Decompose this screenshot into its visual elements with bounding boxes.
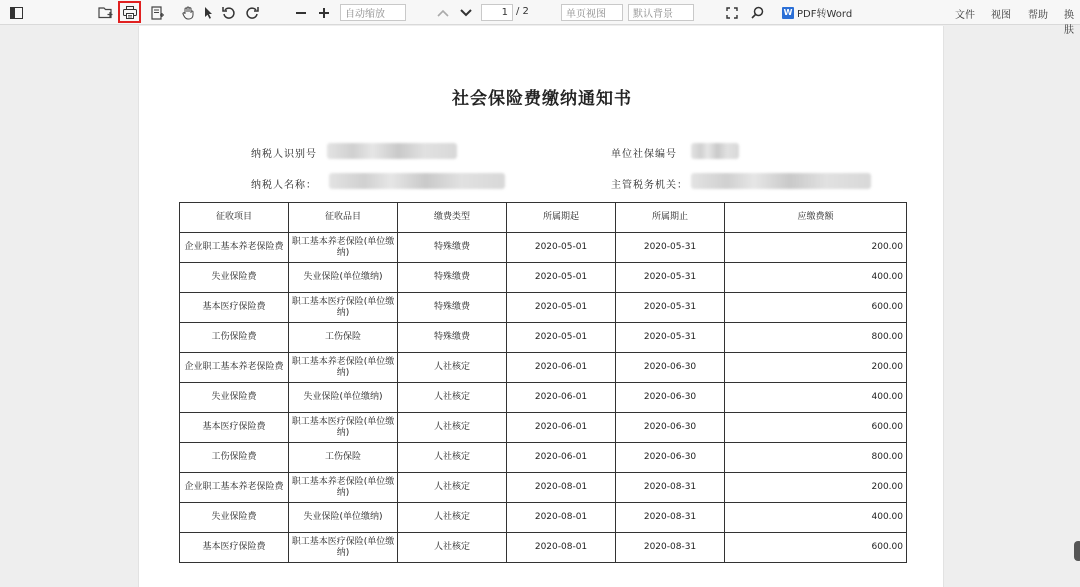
header-period-end: 所属期止 [616, 203, 725, 233]
cell-payment-type: 人社核定 [398, 353, 507, 383]
cell-item: 企业职工基本养老保险费 [180, 353, 289, 383]
cell-subitem: 工伤保险 [289, 323, 398, 353]
menu-file[interactable]: 文件 [955, 10, 975, 21]
menu-skin[interactable]: 换肤 [1064, 10, 1074, 36]
table-row [180, 413, 907, 443]
employer-ss-no-redacted [691, 143, 739, 159]
cell-amount: 200.00 [725, 233, 907, 263]
cell-period-start: 2020-06-01 [507, 443, 616, 473]
tax-authority-redacted [691, 173, 871, 189]
table-row [180, 443, 907, 473]
cell-period-start: 2020-08-01 [507, 503, 616, 533]
rotate-right-icon[interactable] [245, 3, 260, 22]
view-mode-select[interactable] [561, 4, 623, 21]
cell-period-start: 2020-05-01 [507, 293, 616, 323]
cell-period-end: 2020-05-31 [616, 293, 725, 323]
cell-period-start: 2020-05-01 [507, 233, 616, 263]
table-header-row [180, 203, 907, 233]
cell-period-start: 2020-06-01 [507, 383, 616, 413]
cell-item: 工伤保险费 [180, 323, 289, 353]
cell-period-end: 2020-08-31 [616, 533, 725, 563]
cell-subitem: 职工基本养老保险(单位缴纳) [289, 233, 398, 263]
table-row [180, 383, 907, 413]
header-item: 征收项目 [180, 203, 289, 233]
cell-amount: 800.00 [725, 323, 907, 353]
header-period-start: 所属期起 [507, 203, 616, 233]
taxpayer-name-label: 纳税人名称： [251, 180, 317, 191]
cell-period-start: 2020-05-01 [507, 323, 616, 353]
cell-subitem: 失业保险(单位缴纳) [289, 383, 398, 413]
cell-amount: 200.00 [725, 353, 907, 383]
cell-subitem: 职工基本医疗保险(单位缴纳) [289, 533, 398, 563]
word-icon: W [783, 8, 793, 17]
previous-page-icon[interactable] [436, 3, 450, 22]
table-row [180, 473, 907, 503]
cell-amount: 400.00 [725, 263, 907, 293]
cell-subitem: 职工基本医疗保险(单位缴纳) [289, 413, 398, 443]
table-row [180, 323, 907, 353]
cell-amount: 400.00 [725, 503, 907, 533]
cell-period-end: 2020-05-31 [616, 263, 725, 293]
cell-period-end: 2020-08-31 [616, 503, 725, 533]
employer-ss-no-label: 单位社保编号 [611, 149, 677, 160]
cell-period-start: 2020-06-01 [507, 353, 616, 383]
print-icon[interactable] [121, 3, 138, 22]
sidebar-toggle-icon[interactable] [8, 3, 24, 22]
document-title: 社会保险费缴纳通知书 [452, 89, 632, 109]
background-select[interactable] [628, 4, 694, 21]
cell-payment-type: 特殊缴费 [398, 233, 507, 263]
menu-view[interactable]: 视图 [991, 10, 1011, 21]
cell-payment-type: 人社核定 [398, 443, 507, 473]
cell-payment-type: 特殊缴费 [398, 293, 507, 323]
fee-table [179, 202, 907, 563]
cell-subitem: 职工基本养老保险(单位缴纳) [289, 353, 398, 383]
zoom-in-icon[interactable] [317, 3, 331, 22]
cell-period-start: 2020-06-01 [507, 413, 616, 443]
cell-item: 基本医疗保险费 [180, 293, 289, 323]
save-document-icon[interactable] [149, 3, 166, 22]
page-total: / 2 [516, 6, 529, 17]
cell-item: 基本医疗保险费 [180, 533, 289, 563]
menu-help[interactable]: 帮助 [1028, 10, 1048, 21]
cell-amount: 600.00 [725, 293, 907, 323]
cell-period-end: 2020-06-30 [616, 443, 725, 473]
page-number-input[interactable] [481, 4, 513, 21]
fullscreen-icon[interactable] [724, 3, 739, 22]
cell-period-end: 2020-06-30 [616, 383, 725, 413]
pdf-to-word-button[interactable] [782, 5, 852, 20]
cell-period-end: 2020-05-31 [616, 233, 725, 263]
cell-period-start: 2020-05-01 [507, 263, 616, 293]
taxpayer-id-label: 纳税人识别号 [251, 149, 317, 160]
next-page-icon[interactable] [459, 3, 473, 22]
cell-item: 工伤保险费 [180, 443, 289, 473]
cell-item: 失业保险费 [180, 263, 289, 293]
tax-authority-label: 主管税务机关： [611, 180, 688, 191]
cell-period-end: 2020-06-30 [616, 353, 725, 383]
cell-subitem: 职工基本医疗保险(单位缴纳) [289, 293, 398, 323]
view-mode-value: 单页视图 [566, 9, 606, 20]
cell-payment-type: 人社核定 [398, 533, 507, 563]
zoom-select-value: 自动缩放 [345, 9, 385, 20]
cell-payment-type: 特殊缴费 [398, 323, 507, 353]
cell-period-end: 2020-06-30 [616, 413, 725, 443]
document-page [138, 26, 944, 587]
select-cursor-icon[interactable] [203, 3, 215, 22]
cell-item: 基本医疗保险费 [180, 413, 289, 443]
zoom-select[interactable] [340, 4, 406, 21]
table-row [180, 533, 907, 563]
cell-payment-type: 特殊缴费 [398, 263, 507, 293]
cell-amount: 800.00 [725, 443, 907, 473]
cell-period-end: 2020-05-31 [616, 323, 725, 353]
table-row [180, 293, 907, 323]
taxpayer-id-redacted [327, 143, 457, 159]
cell-subitem: 职工基本养老保险(单位缴纳) [289, 473, 398, 503]
table-row [180, 353, 907, 383]
cell-period-end: 2020-08-31 [616, 473, 725, 503]
cell-item: 失业保险费 [180, 503, 289, 533]
page-number-value: 1 [501, 7, 508, 18]
zoom-out-icon[interactable] [294, 3, 308, 22]
cell-amount: 600.00 [725, 533, 907, 563]
cell-period-start: 2020-08-01 [507, 533, 616, 563]
header-amount: 应缴费额 [725, 203, 907, 233]
hand-tool-icon[interactable] [180, 3, 196, 22]
cell-payment-type: 人社核定 [398, 413, 507, 443]
cell-payment-type: 人社核定 [398, 473, 507, 503]
table-row [180, 233, 907, 263]
cell-amount: 200.00 [725, 473, 907, 503]
cell-payment-type: 人社核定 [398, 383, 507, 413]
cell-payment-type: 人社核定 [398, 503, 507, 533]
cell-subitem: 失业保险(单位缴纳) [289, 503, 398, 533]
cell-amount: 400.00 [725, 383, 907, 413]
pdf-toolbar [0, 0, 1080, 36]
cell-item: 失业保险费 [180, 383, 289, 413]
cell-subitem: 失业保险(单位缴纳) [289, 263, 398, 293]
cell-subitem: 工伤保险 [289, 443, 398, 473]
rotate-left-icon[interactable] [221, 3, 236, 22]
cell-item: 企业职工基本养老保险费 [180, 233, 289, 263]
cell-item: 企业职工基本养老保险费 [180, 473, 289, 503]
pdf-to-word-label: PDF转Word [797, 9, 853, 20]
background-value: 默认背景 [633, 9, 673, 20]
header-subitem: 征收品目 [289, 203, 398, 233]
cell-amount: 600.00 [725, 413, 907, 443]
table-row [180, 503, 907, 533]
open-file-icon[interactable] [97, 3, 115, 22]
header-payment-type: 缴费类型 [398, 203, 507, 233]
search-icon[interactable] [750, 3, 765, 22]
scrollbar-handle[interactable] [1074, 541, 1080, 561]
cell-period-start: 2020-08-01 [507, 473, 616, 503]
table-row [180, 263, 907, 293]
taxpayer-name-redacted [329, 173, 505, 189]
